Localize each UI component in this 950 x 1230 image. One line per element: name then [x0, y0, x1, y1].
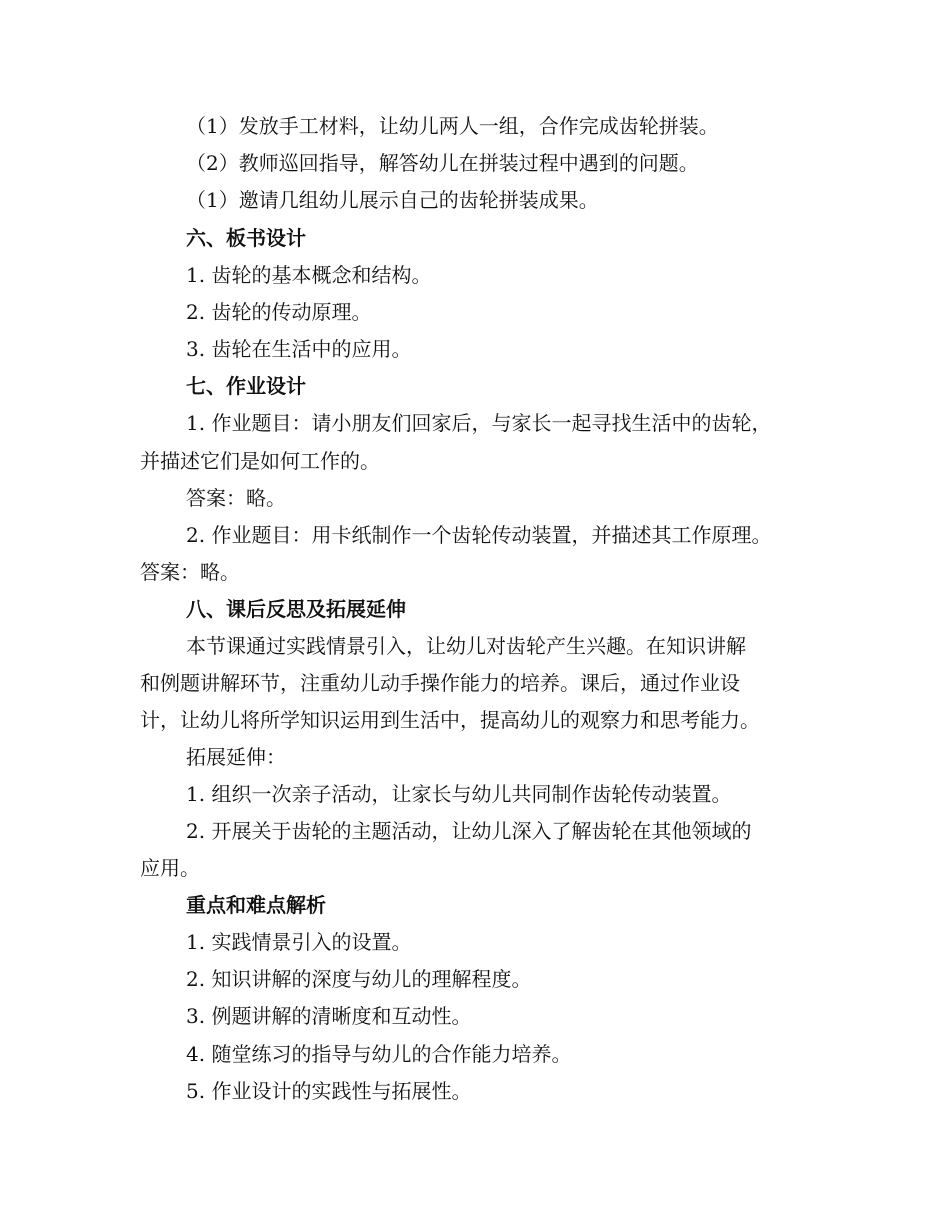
- board-item-3: 3. 齿轮在生活中的应用。: [186, 337, 412, 361]
- step-show-results: （1）邀请几组幼儿展示自己的齿轮拼装成果。: [186, 188, 599, 212]
- section-heading-board-design: 六、板书设计: [186, 226, 306, 250]
- step-distribute-materials: （1）发放手工材料，让幼儿两人一组，合作完成齿轮拼装。: [186, 114, 719, 138]
- key-point-1: 1. 实践情景引入的设置。: [186, 930, 412, 954]
- extension-label: 拓展延伸：: [186, 745, 286, 769]
- board-item-2: 2. 齿轮的传动原理。: [186, 300, 372, 324]
- section-heading-homework: 七、作业设计: [186, 374, 306, 398]
- homework-1-question-continued: 并描述它们是如何工作的。: [140, 449, 380, 473]
- board-item-1: 1. 齿轮的基本概念和结构。: [186, 263, 432, 287]
- step-teacher-guidance: （2）教师巡回指导，解答幼儿在拼装过程中遇到的问题。: [186, 151, 699, 175]
- reflection-paragraph-line-3: 计，让幼儿将所学知识运用到生活中，提高幼儿的观察力和思考能力。: [140, 708, 760, 732]
- section-heading-key-points: 重点和难点解析: [186, 893, 326, 917]
- extension-item-2: 2. 开展关于齿轮的主题活动，让幼儿深入了解齿轮在其他领域的: [186, 819, 752, 843]
- reflection-paragraph-line-2: 和例题讲解环节，注重幼儿动手操作能力的培养。课后，通过作业设: [140, 671, 740, 695]
- key-point-5: 5. 作业设计的实践性与拓展性。: [186, 1079, 472, 1103]
- homework-1-answer: 答案：略。: [186, 486, 286, 510]
- homework-1-question: 1. 作业题目：请小朋友们回家后，与家长一起寻找生活中的齿轮，: [186, 411, 772, 435]
- extension-item-1: 1. 组织一次亲子活动，让家长与幼儿共同制作齿轮传动装置。: [186, 782, 732, 806]
- key-point-2: 2. 知识讲解的深度与幼儿的理解程度。: [186, 967, 532, 991]
- key-point-3: 3. 例题讲解的清晰度和互动性。: [186, 1004, 472, 1028]
- homework-2-question: 2. 作业题目：用卡纸制作一个齿轮传动装置，并描述其工作原理。: [186, 523, 772, 547]
- reflection-paragraph-line-1: 本节课通过实践情景引入，让幼儿对齿轮产生兴趣。在知识讲解: [186, 634, 746, 658]
- key-point-4: 4. 随堂练习的指导与幼儿的合作能力培养。: [186, 1042, 572, 1066]
- homework-2-answer: 答案：略。: [140, 560, 240, 584]
- extension-item-2-continued: 应用。: [140, 856, 200, 880]
- section-heading-reflection: 八、课后反思及拓展延伸: [186, 597, 406, 621]
